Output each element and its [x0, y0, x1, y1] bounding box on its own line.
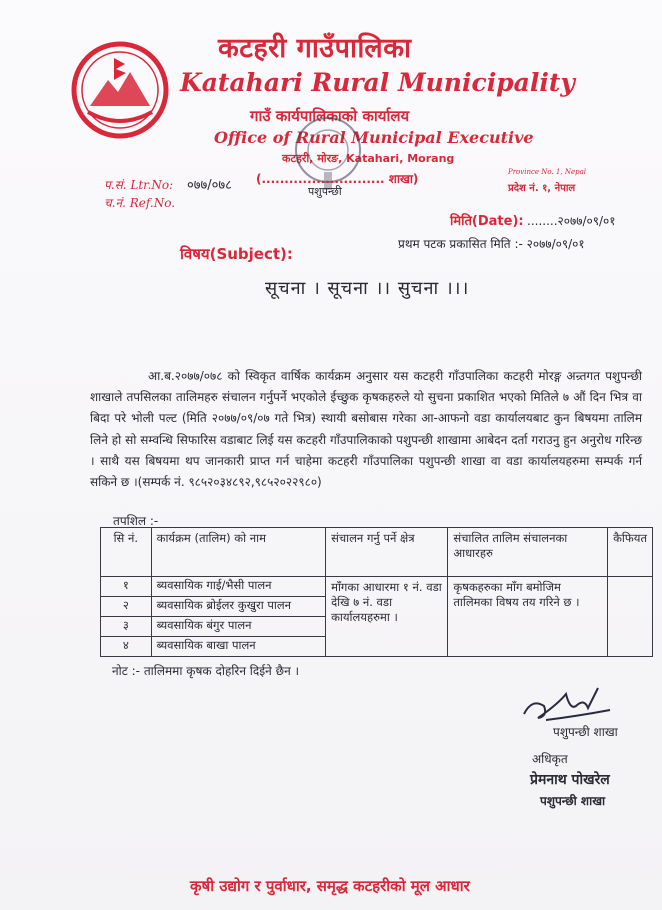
branch-value: पशुपन्छी	[308, 185, 342, 198]
signatory-title: अधिकृत	[532, 752, 568, 766]
remarks-cell	[608, 577, 653, 657]
header-sn: सि नं.	[101, 528, 152, 577]
area-cell: माँगका आधारमा १ नं. वडा देखि ७ नं. वडा कार्यालयहरुमा ।	[326, 577, 448, 657]
row-sn: ३	[101, 617, 152, 637]
row-sn: ४	[101, 637, 152, 657]
office-address: कटहरी, मोरङ, Katahari, Morang	[282, 152, 455, 165]
letter-number-value: ०७७/०७८	[187, 178, 232, 193]
row-program: ब्यवसायिक गाई/भैसी पालन	[151, 577, 325, 597]
row-program: ब्यवसायिक बंगुर पालन	[151, 617, 325, 637]
header-remarks: कैफियत	[608, 528, 653, 577]
office-name-en: Office of Rural Municipal Executive	[214, 128, 534, 147]
notice-body	[90, 366, 642, 493]
signatory-department: पशुपन्छी शाखा	[540, 794, 606, 808]
notice-title: सूचना । सूचना ।। सुचना ।।।	[265, 278, 470, 299]
province-en: Province No. 1, Nepal	[508, 168, 586, 176]
published-date: प्रथम पटक प्रकासित मिति :- २०७७/०९/०१	[398, 237, 585, 251]
footer-slogan: कृषी उद्योग र पुर्वाधार, समृद्ध कटहरीको मूल आधार	[190, 877, 470, 895]
header-area: संचालन गर्नु पर्ने क्षेत्र	[326, 528, 448, 577]
nepal-emblem-logo	[70, 40, 170, 140]
table-caption: तपशिल :-	[113, 514, 159, 528]
reference-number-label: च.नं. Ref.No.	[104, 196, 176, 210]
row-program: ब्यवसायिक बाखा पालन	[151, 637, 325, 657]
table-row	[101, 577, 653, 597]
row-program: ब्यवसायिक ब्रोईलर कुखुरा पालन	[151, 597, 325, 617]
municipality-name-en: Katahari Rural Municipality	[180, 68, 575, 97]
date-value: ........२०७७/०९/०१	[527, 214, 616, 228]
subject-label: विषय(Subject):	[180, 245, 293, 263]
notice-body-text: आ.ब.२०७७/०७८ को स्विकृत वार्षिक कार्यक्रम अनुसार यस कटहरी गाँउपालिका कटहरी मोरङ्ग अन्र्तगत पशुपन्छी शाखाले तपसिलका तालिमहरु संचालन गर्नुपर्ने भएकोले ईच्छुक कृषकहरुले यो सुचना प्रकाशित भएको मितिले ७ औं दिन भित्र वा बिदा परे भोली पल्ट (मिति २०७७/०९/०७ गते भित्र) स्थायी बसोबास गरेका आ-आफनो वडा कार्यालयबाट कुन बिषयमा तालिम लिने हो सो सम्वन्धि सिफारिस वडाबाट लिई यस कटहरी गाँउपालिकाको पशुपन्छी शाखामा आबेदन दर्ता गराउनु हुन अनुरोध गरिन्छ । साथै यस बिषयमा थप जानकारी प्राप्त गर्न चाहेमा कटहरी गाँउपालिका पशुपन्छी शाखा वा वडा कार्यालयहरुमा सम्पर्क गर्न सकिने छ ।(सम्पर्क नं. ९८५२०३४८९२,९८५२०२२९८०)	[90, 369, 642, 490]
municipality-name-np: कटहरी गाउँपालिका	[218, 33, 412, 64]
signatory-name: प्रेमनाथ पोखरेल	[530, 772, 610, 788]
date-label: मिति(Date):	[450, 214, 524, 229]
branch-label: (........................... शाखा)	[256, 172, 419, 186]
training-table	[100, 527, 653, 657]
signature-branch: पशुपन्छी शाखा	[553, 725, 618, 739]
row-sn: २	[101, 597, 152, 617]
table-note: नोट :- तालिममा कृषक दोहरिन दिईने छैन ।	[112, 664, 300, 678]
row-sn: १	[101, 577, 152, 597]
header-program: कार्यक्रम (तालिम) को नाम	[151, 528, 325, 577]
basis-cell: कृषकहरुका माँग बमोजिम तालिमका विषय तय गरिने छ ।	[448, 577, 608, 657]
letter-number-label: प.सं. Ltr.No:	[104, 178, 174, 192]
header-basis: संचालित तालिम संचालनका आधारहरु	[448, 528, 608, 577]
table-header-row	[101, 528, 653, 577]
province-np: प्रदेश नं. १, नेपाल	[508, 183, 576, 194]
office-name-np: गाउँ कार्यपालिकाको कार्यालय	[250, 107, 410, 125]
